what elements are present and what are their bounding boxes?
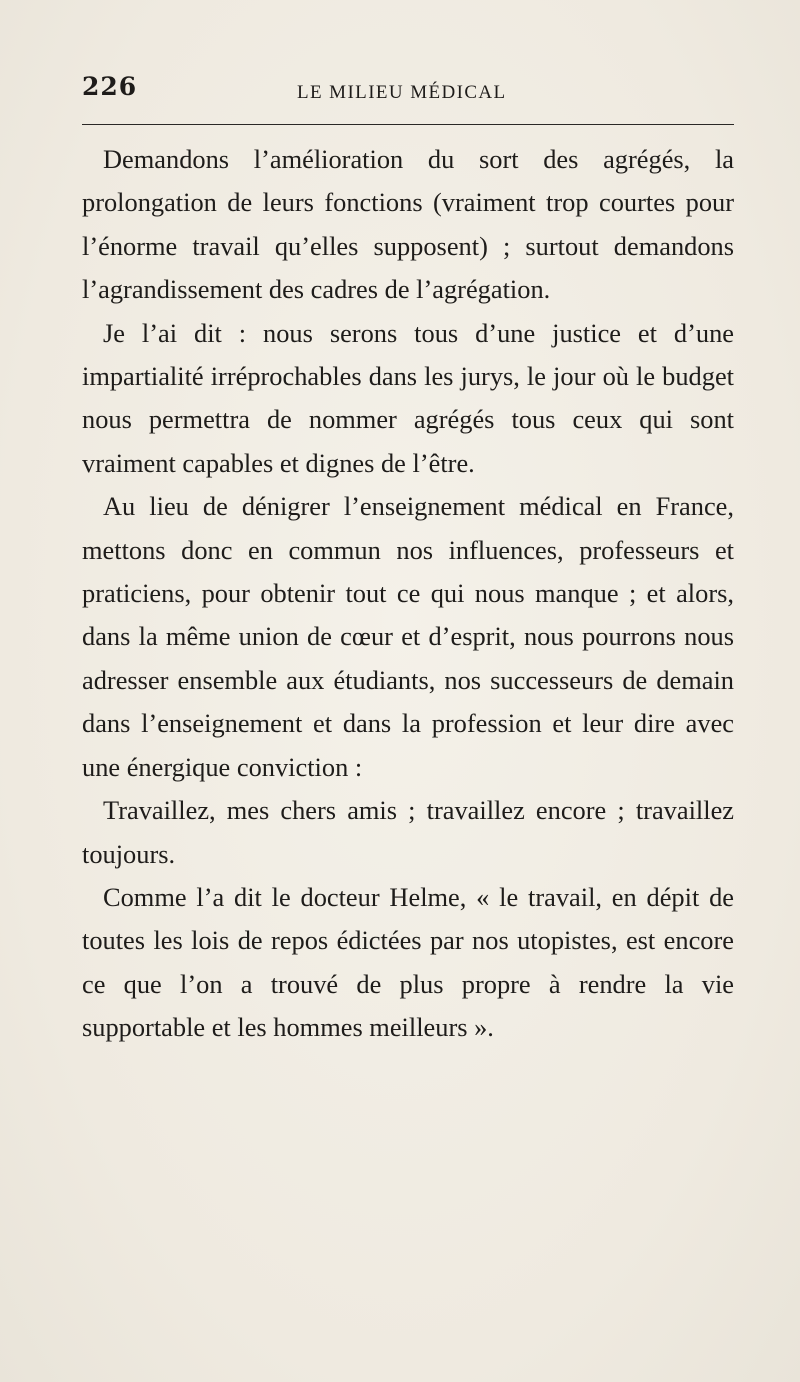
paragraph: Travaillez, mes chers amis ; travaillez encore ; travaillez toujours. <box>82 795 734 869</box>
running-head: LE MILIEU MÉDICAL <box>297 82 507 103</box>
header-rule <box>82 124 734 125</box>
paragraph: Comme l’a dit le docteur Helme, « le travail, en dépit de toutes les lois de repos édictées par nos utopistes, est encore ce que l’on a trouvé de plus propre à rendre la vie supportable et les hommes meilleurs ». <box>82 881 734 1043</box>
paragraph: Demandons l’amélioration du sort des agrégés, la prolongation de leurs fonctions (vraiment trop courtes pour l’énorme travail qu’elles supposent) ; surtout demandons l’agrandissement des cadres de l’agrégation. <box>82 144 734 305</box>
body-text <box>82 138 734 1050</box>
paragraph: Je l’ai dit : nous serons tous d’une justice et d’une impartialité irréprochables dans les jurys, le jour où le budget nous permettra de nommer agrégés tous ceux qui sont vraiment capables et dignes de l’être. <box>82 317 734 478</box>
paragraph: Au lieu de dénigrer l’enseignement médical en France, mettons donc en commun nos influences, professeurs et praticiens, pour obtenir tout ce qui nous manque ; et alors, dans la même union de cœur et d’esprit, nous pourrons nous adresser ensemble aux étudiants, nos successeurs de demain dans l’enseignement et dans la profession et leur dire avec une énergique conviction : <box>82 491 734 782</box>
page-header <box>82 70 734 110</box>
page-number: 226 <box>82 72 138 101</box>
